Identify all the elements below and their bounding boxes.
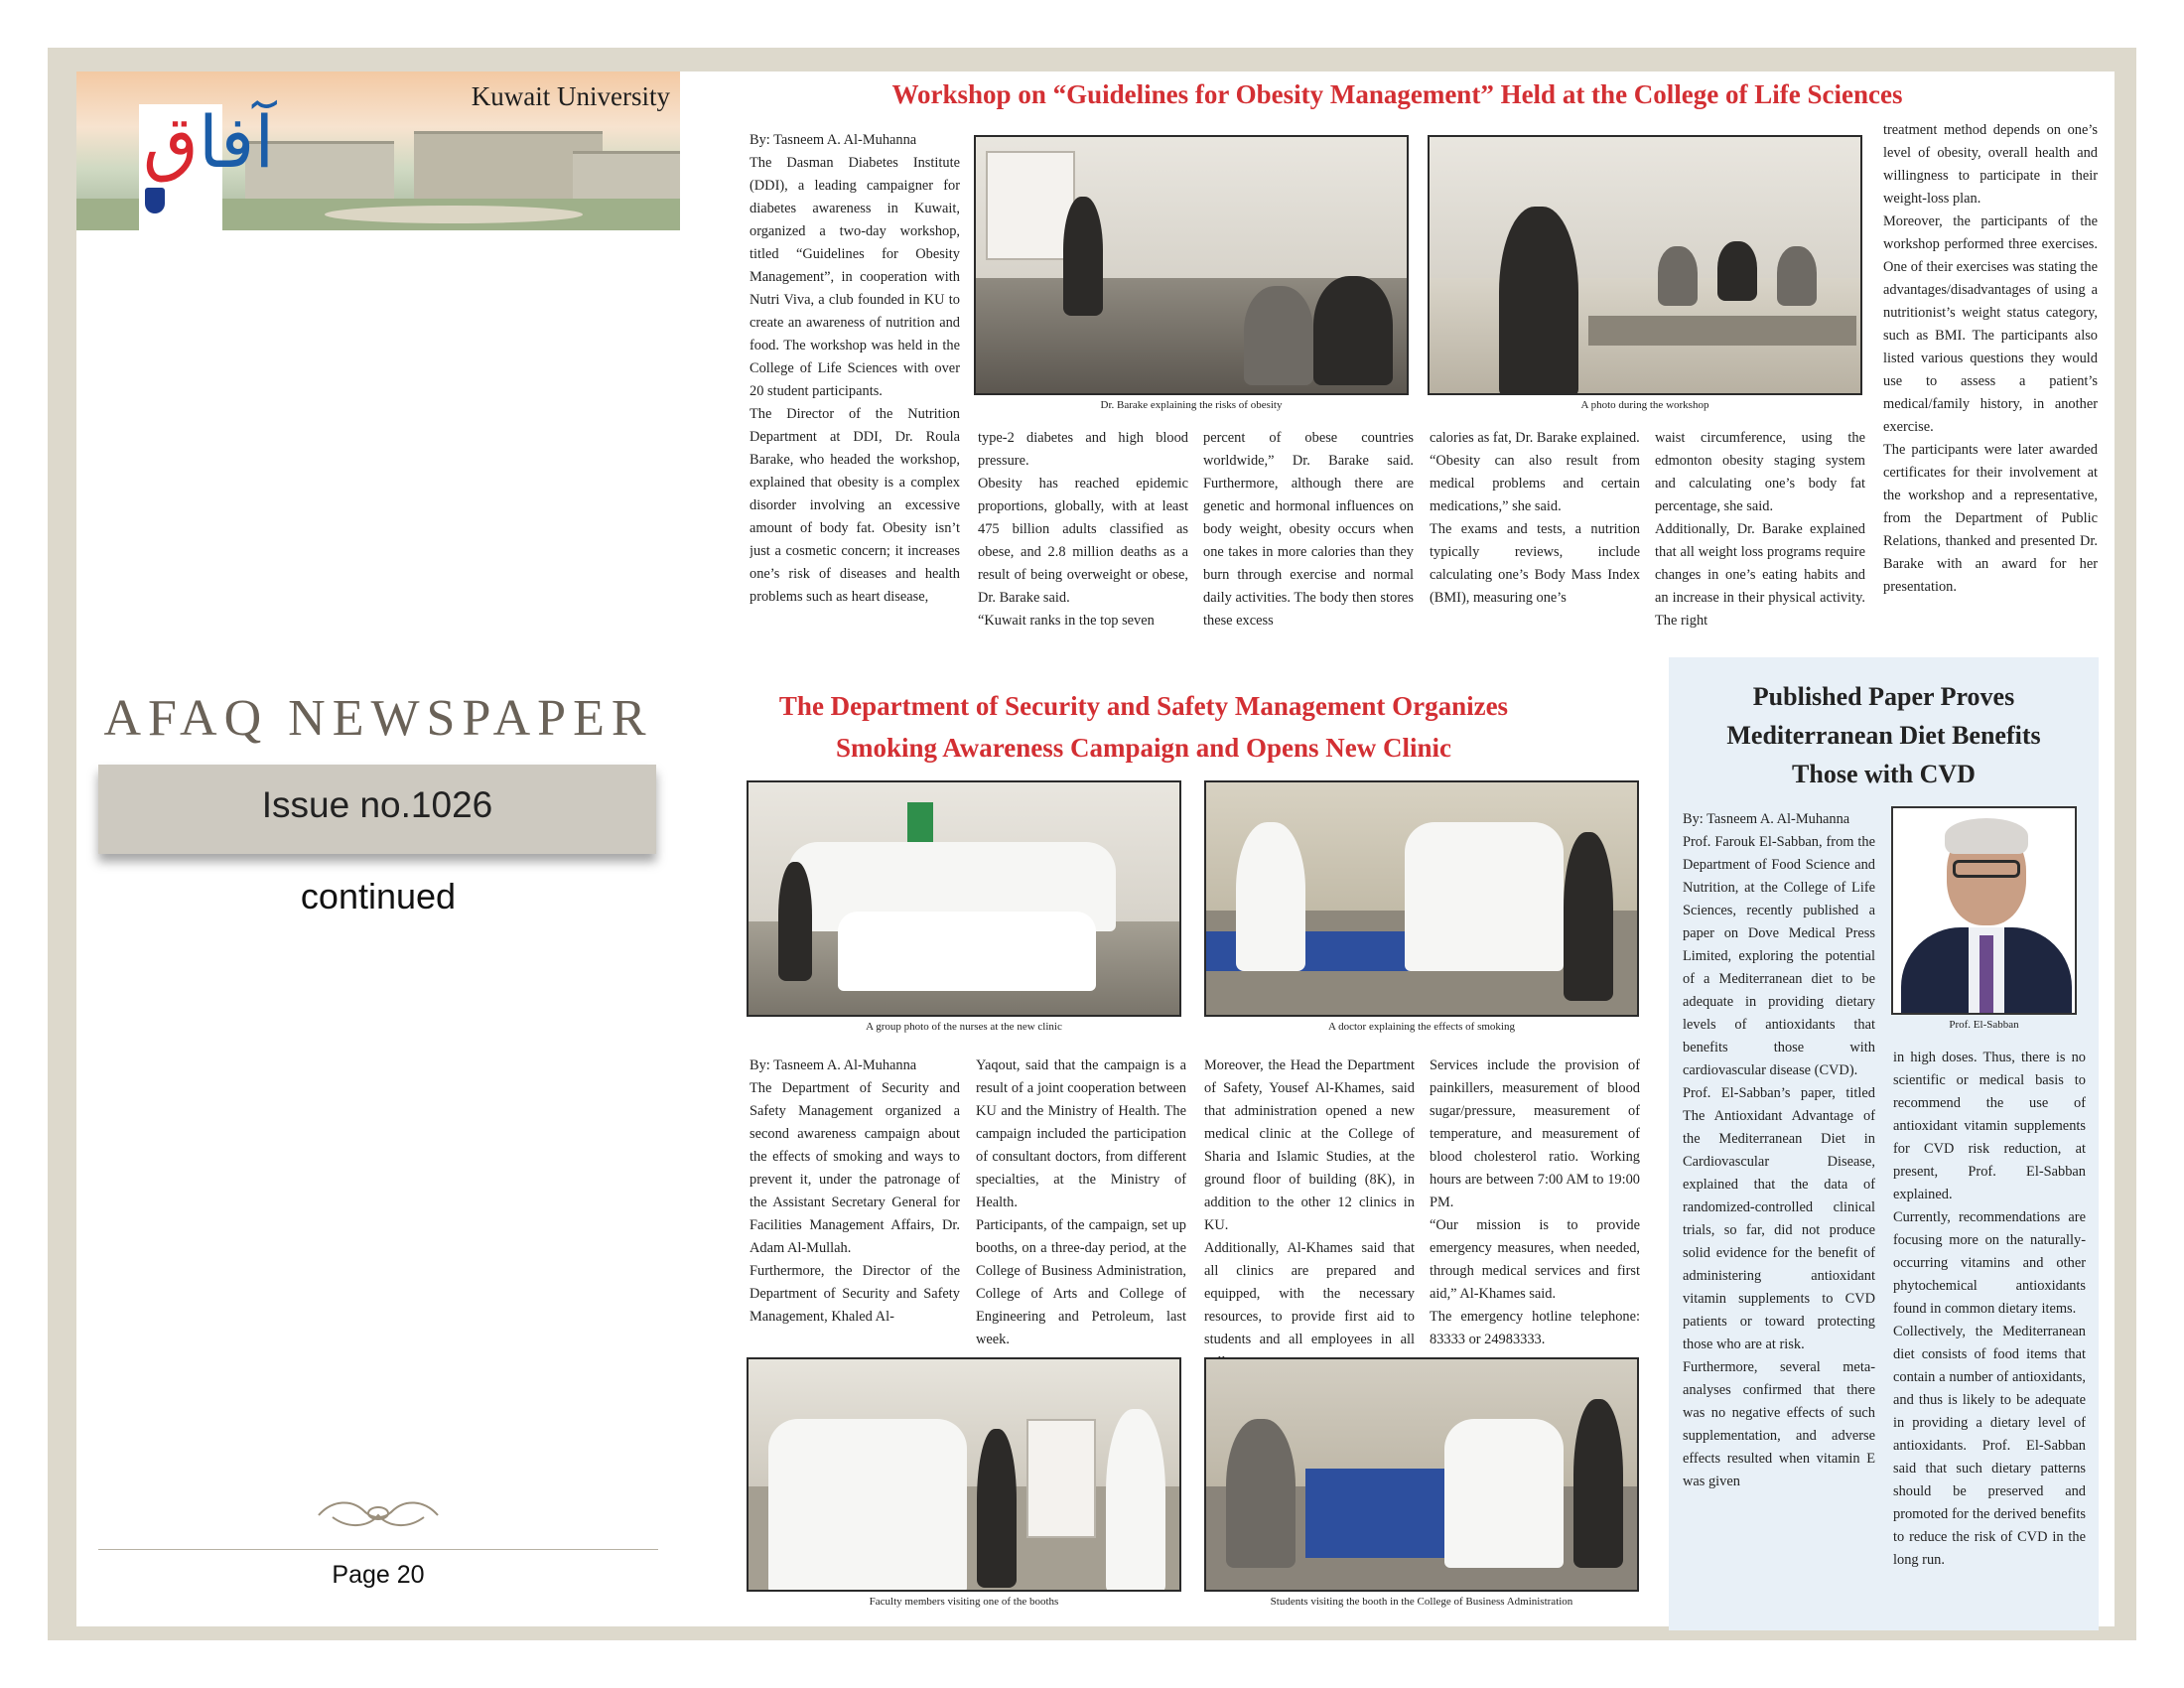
campus-building [573,151,680,201]
ornament-flourish-icon [313,1493,444,1533]
article3-headline: Published Paper Proves Mediterranean Diet Benefits Those with CVD [1726,682,2041,788]
page-number: Page 20 [332,1561,425,1589]
article2-caption-1: A group photo of the nurses at the new clinic [866,1021,1062,1033]
article1-caption-2: A photo during the workshop [1580,399,1709,411]
article3-caption: Prof. El-Sabban [1949,1019,2019,1031]
masthead-photo [76,71,680,230]
article2-column-4: Services include the provision of painkillers, measurement of blood sugar/pressure, measurement of temperature, and measurement of blood cholesterol ratio. Working hours are between 7:00 AM to 19:00 PM. “Our mission is to provide emergency measures, when needed, through medical services and first aid,” Al-Khames said. The emergency hotline telephone: 83333 or 24983333. [1430,1057,1640,1347]
article2-column-1: By: Tasneem A. Al-Muhanna The Department of Security and Safety Management organized a second awareness campaign about the effects of smoking and ways to prevent it, under the patronage of the Assistant Secretary General for Facilities Management Affairs, Dr. Adam Al-Mullah. Furthermore, the Director of the Department of Security and Safety Management, Khaled Al- [750,1057,960,1325]
author-portrait [1891,806,2077,1015]
audience-figure [1244,286,1313,385]
seated-student [1717,241,1757,301]
article2-caption-2: A doctor explaining the effects of smoking [1328,1021,1515,1033]
article2-headline-line-1: The Department of Security and Safety Management Organizes [778,691,1509,721]
article1-column-4: calories as fat, Dr. Barake explained. “Obesity can also result from medical problems and certain medications,” she said. The exams and tests, a nutrition typically reviews, include calculating one’s Body Mass Index (BMI), measuring one’s [1430,430,1640,606]
article2-caption-3: Faculty members visiting one of the booths [869,1596,1059,1608]
seated-student [1777,246,1817,306]
suited-figure [1564,832,1613,1001]
article2-photo-3 [747,1357,1181,1592]
portrait-glasses [1953,860,2020,878]
staff-group [1444,1419,1564,1568]
article2-headline [742,685,1546,769]
logo-text-blue: آفا [198,100,275,184]
projector-screen [986,151,1075,260]
content-area [680,71,2115,1626]
article1-headline: Workshop on “Guidelines for Obesity Management” Held at the College of Life Sciences [891,79,1903,109]
article2-photo-1 [747,780,1181,1017]
article1-column-5: waist circumference, using the edmonton obesity staging system and calculating one’s body fat percentage, she said. Additionally, Dr. Barake explained that all weight loss programs require changes in one’s eating habits and an increase in their physical activity. The right [1655,430,1865,629]
issue-banner [98,765,656,854]
faculty-group [768,1419,967,1592]
suited-figure [977,1429,1017,1588]
article3-box [1669,657,2099,1630]
continued-label: continued [300,876,457,916]
article2-photo-2 [1204,780,1639,1017]
standing-figure [1499,207,1578,395]
flag [907,802,933,842]
campus-path [325,206,583,223]
logo-text-red: ق [143,100,199,184]
article3-column-2: in high doses. Thus, there is no scientific or medical basis to recommend the use of antioxidant vitamin supplements for CVD risk reduction, at present, Prof. El-Sabban explained. Currently, recommendations are focusing more on the naturally-occurring vitamins and other phytochemical antioxidants found in common dietary items. Collectively, the Mediterranean diet consists of food items that contain a number of antioxidants, and thus is likely to be adequate in providing a dietary level of antioxidants. Prof. El-Sabban said that such dietary patterns should be preserved and promoted for the derived benefits to reduce the risk of CVD in the long run. [1893,1050,2086,1568]
nurses-seated [838,912,1096,991]
article2-photo-4 [1204,1357,1639,1592]
sidebar [76,71,680,1626]
booth-poster [1026,1419,1096,1538]
article1-caption-1: Dr. Barake explaining the risks of obesity [1100,399,1283,411]
article1-photo-1 [974,135,1409,395]
doctor-figure [1236,822,1305,971]
article1-photo-2 [1428,135,1862,395]
newspaper-title: AFAQ NEWSPAPER [103,690,653,747]
portrait-hair [1945,818,2028,854]
audience-figure [1313,276,1393,385]
university-name: Kuwait University [471,81,670,111]
afaq-logo-text [143,100,275,184]
issue-number: Issue no.1026 [261,784,493,825]
workshop-table [1588,316,1856,346]
visitors-group [1405,822,1564,971]
student-figure [1226,1419,1296,1568]
article2-caption-4: Students visiting the booth in the College of Business Administration [1270,1596,1573,1608]
article1-column-6: treatment method depends on one’s level of obesity, overall health and willingness to participate in their weight-loss plan. Moreover, the participants of the workshop performed three exercises. One of their exercises was stating the advantages/disadvantages of using a nutritionist’s weight status category, such as BMI. The participants also listed various questions they would use to assess a patient’s medical/family history, in another exercise. The participants were later awarded certificates for their involvement at the workshop and a representative, from the Department of Public Relations, thanked and presented Dr. Barake with an award for her presentation. [1883,122,2098,595]
article2-column-3: Moreover, the Head the Department of Safety, Yousef Al-Khames, said that administration opened a new medical clinic at the College of Sharia and Islamic Studies, at the ground floor of building (8K), in addition to the other 12 clinics in KU. Additionally, Al-Khames said that all clinics are prepared and equipped, with the necessary resources, to provide first aid to students and all employees in all [1204,1057,1415,1347]
article1-column-2: type-2 diabetes and high blood pressure. Obesity has reached epidemic proportions, globally, with at least 475 billion adults classified as obese, and 2.8 million deaths as a result of being overweight or obese, Dr. Barake said. “Kuwait ranks in the top seven [978,430,1188,629]
article3-column-1: By: Tasneem A. Al-Muhanna Prof. Farouk El-Sabban, from the Department of Food Science and Nutrition, at the College of Life Sciences, recently published a paper on Dove Medical Press Limited, exploring the potential of a Mediterranean diet to be adequate in providing dietary levels of antioxidants that benefits those with cardiovascular disease (CVD). Prof. El-Sabban’s paper, titled The Antioxidant Advantage of the Mediterranean Diet in Cardiovascular Disease, explained that the data of randomized-controlled clinical trials, so far, did not produce solid evidence for the benefit of administering antioxidant vitamin supplements to CVD patients or toward protecting those who are at risk. Furthermore, several meta-analyses confirmed that there was no negative effects of such supplementation, and adverse effects resulted when vitamin E was given [1683,811,1875,1489]
article1-column-1: By: Tasneem A. Al-Muhanna The Dasman Diabetes Institute (DDI), a leading campaigner for diabetes awareness in Kuwait, organized a two-day workshop, titled “Guidelines for Obesity Management”, in cooperation with Nutri Viva, a club founded in KU to create an awareness of nutrition and food. The workshop was held in the College of Life Sciences with over 20 student participants. The Director of the Nutrition Department at DDI, Dr. Roula Barake, who headed the workshop, explained that obesity is a complex disorder involving an excessive amount of body fat. Obesity isn’t just a cosmetic concern; it increases one’s risk of diseases and health problems such as heart disease, [750,132,960,605]
presenter-figure [1063,197,1103,316]
article1-column-3: percent of obese countries worldwide,” Dr. Barake said. Furthermore, although there are genetic and hormonal influences on body weight, obesity occurs when one takes in more calories than they burn through exercise and normal daily activities. The body then stores these excess [1203,430,1414,629]
seated-student [1658,246,1698,306]
guard-figure [778,862,812,981]
footer-rule [98,1549,658,1550]
article2-headline-line-2: Smoking Awareness Campaign and Opens New Clinic [835,733,1452,763]
crest-icon [145,188,165,213]
afaq-logo [139,100,275,230]
article2-column-2: Yaqout, said that the campaign is a result of a joint cooperation between KU and the Ministry of Health. The campaign included the participation of consultant doctors, from different specialties, at the Ministry of Health. Participants, of the campaign, set up booths, on a three-day period, at the College of Business Administration, College of Arts and College of Engineering and Petroleum, last week. [976,1057,1186,1347]
visitor-figure [1573,1399,1623,1568]
visitor-figure [1106,1409,1165,1592]
portrait-tie [1979,935,1993,1015]
